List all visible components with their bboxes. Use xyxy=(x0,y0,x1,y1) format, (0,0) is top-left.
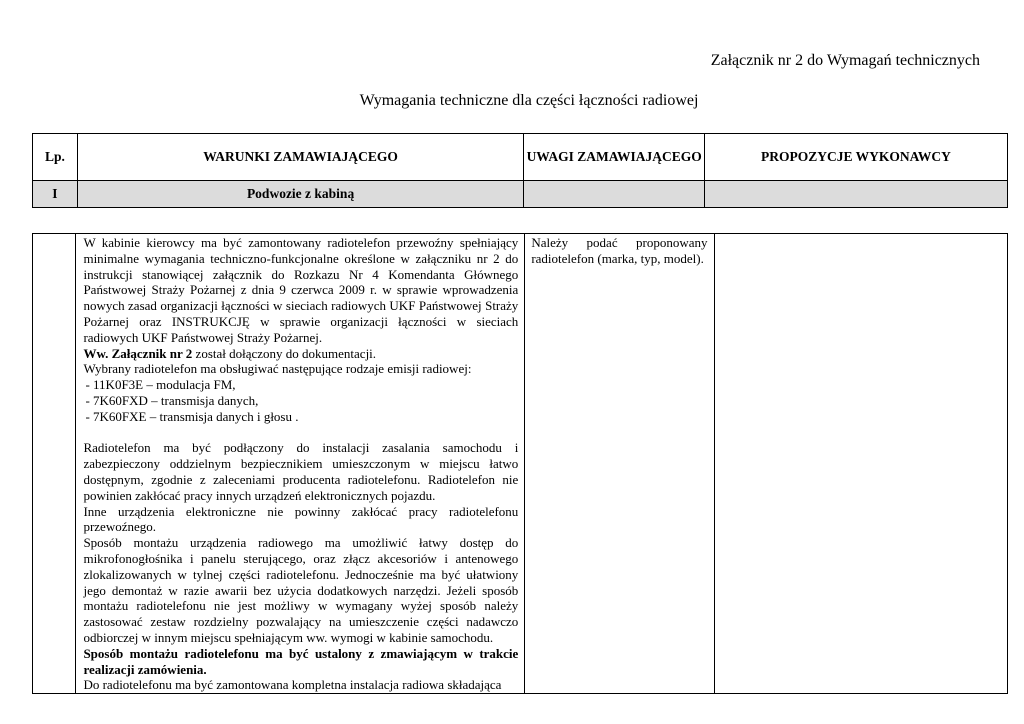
mounting-agreement-bold: Sposób montażu radiotelefonu ma być ustalony z zmawiającym w trakcie realizacji zamówienia. xyxy=(83,645,519,677)
emission-item-data: - 7K60FXD – transmisja danych, xyxy=(85,392,259,408)
document-title: Wymagania techniczne dla części łączności radiowej xyxy=(359,92,699,109)
table-row xyxy=(33,234,1008,694)
section-number: I xyxy=(33,181,78,208)
paragraph-spacer xyxy=(83,425,518,441)
paragraph-mounting: Sposób montażu urządzenia radiowego ma umożliwić łatwy dostęp do mikrofonogłośnika i panelu sterującego, oraz złącz akcesoriów i antenowego zlokalizowanych w tylnej części radiotelefonu. Jednocześnie ma być ułatwiony jego demontaż w razie awarii bez użycia dodatkowych narzędzi. Jeżeli sposób montażu radiotelefonu nie jest możliwy w wymagany wyżej sposób należy zastosować zestaw rozdzielny pozwalający na umieszczenie części nadawczo odbiorczej w innym miejscu spełniającym ww. wymogi w kabinie samochodu. xyxy=(83,535,519,645)
row-proposals-cell[interactable] xyxy=(714,234,1007,694)
col-conditions-header: WARUNKI ZAMAWIAJĄCEGO xyxy=(77,134,523,181)
paragraph-mounting-agreement xyxy=(83,646,518,678)
col-remarks-header: UWAGI ZAMAWIAJĄCEGO xyxy=(524,134,705,181)
paragraph-attachment-note xyxy=(83,346,518,362)
col-lp-header: Lp. xyxy=(33,134,78,181)
attachment-label: Załącznik nr 2 do Wymagań technicznych xyxy=(710,52,980,69)
attachment-ref-rest: został dołączony do dokumentacji. xyxy=(192,345,377,361)
section-row xyxy=(33,181,1008,208)
requirements-body-table xyxy=(32,233,1008,694)
col-proposals-header: PROPOZYCJE WYKONAWCY xyxy=(705,134,1008,181)
paragraph-power-connection: Radiotelefon ma być podłączony do instalacji zasalania samochodu i zabezpieczony oddzielnym bezpiecznikiem umieszczonym w miejscu łatwo dostępnym, zgodnie z zaleceniami producenta radiotelefonu. Radiotelefon nie powinien zakłócać pracy innych urządzeń elektronicznych pojazdu. xyxy=(83,440,519,503)
table-header-row xyxy=(33,134,1008,181)
requirements-header-table xyxy=(32,133,1008,208)
attachment-ref-bold: Ww. Załącznik nr 2 xyxy=(83,345,193,361)
section-remarks-empty xyxy=(524,181,705,208)
emission-item-fm: - 11K0F3E – modulacja FM, xyxy=(85,377,236,393)
paragraph-interference: Inne urządzenia elektroniczne nie powinny zakłócać pracy radiotelefonu przewoźnego. xyxy=(83,503,519,535)
section-title: Podwozie z kabiną xyxy=(77,181,523,208)
paragraph-emissions-intro: Wybrany radiotelefon ma obsługiwać następujące rodzaje emisji radiowej: xyxy=(83,361,472,377)
paragraph-installation: Do radiotelefonu ma być zamontowana kompletna instalacja radiowa składająca xyxy=(83,677,502,693)
row-lp-cell xyxy=(33,234,76,694)
section-proposals-empty xyxy=(705,181,1008,208)
emission-item-data-voice: - 7K60FXE – transmisja danych i głosu . xyxy=(85,408,299,424)
paragraph-radio-install: W kabinie kierowcy ma być zamontowany radiotelefon przewoźny spełniający minimalne wymagania techniczno-funkcjonalne określone w załączniku nr 2 do instrukcji stanowiącej załącznik do Rozkazu Nr 4 Komendanta Głównego Państwowej Straży Pożarnej z dnia 9 czerwca 2009 r. w sprawie wprowadzenia nowych zasad organizacji łączności w sieciach radiowych UKF Państwowej Straży Pożarnej oraz INSTRUKCJĘ w sprawie organizacji łączności w sieciach radiowych UKF Państwowej Straży Pożarnej. xyxy=(83,235,519,345)
row-conditions-cell xyxy=(76,234,525,694)
row-remarks-cell: Należy podać proponowany radiotelefon (marka, typ, model). xyxy=(525,234,714,694)
